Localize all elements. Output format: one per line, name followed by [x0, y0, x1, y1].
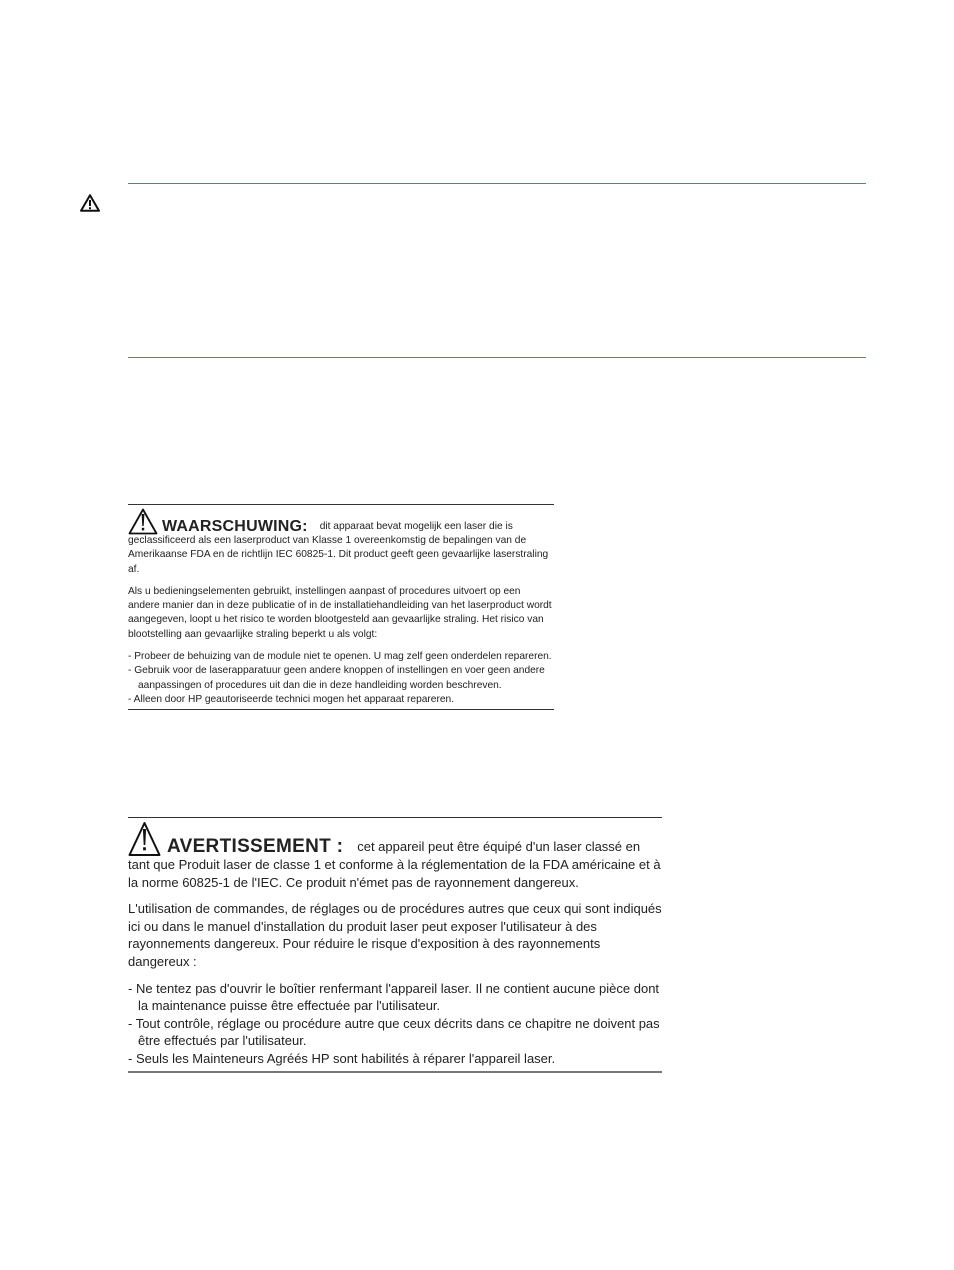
- notice-intro-continued: tant que Produit laser de classe 1 et conforme à la réglementation de la FDA américaine et à la norme 60825-1 de l'IEC. Ce produit n'émet pas de rayonnement dangereux.: [128, 857, 661, 890]
- warning-exclamation-icon: [128, 821, 161, 857]
- notice-bullet-list: [128, 980, 662, 1068]
- list-item: - Alleen door HP geautoriseerde technici mogen het apparaat repareren.: [128, 693, 455, 705]
- notice-bottom-rule: [128, 709, 554, 710]
- laser-warning-dutch: [128, 504, 554, 710]
- notice-paragraph: L'utilisation de commandes, de réglages ou de procédures autres que ceux qui sont indiqués ici ou dans le manuel d'installation du produit laser peut exposer l'utilisateur à des rayonnements dangereux. Pour réduire le risque d'exposition à des rayonnements dangereux :: [128, 901, 662, 969]
- notice-heading: WAARSCHUWING:: [162, 517, 308, 535]
- notice-intro: cet appareil peut être équipé d'un laser classé en: [357, 839, 641, 855]
- list-item: - Seuls les Mainteneurs Agréés HP sont habilités à réparer l'appareil laser.: [128, 1050, 556, 1066]
- notice-bottom-rule: [128, 1071, 662, 1073]
- notice-top-rule: [128, 504, 554, 505]
- list-item: - Ne tentez pas d'ouvrir le boîtier renfermant l'appareil laser. Il ne contient aucune pièce dont la maintenance puisse être effectuée par l'utilisateur.: [128, 980, 660, 1014]
- warning-exclamation-icon: [128, 508, 158, 535]
- caution-top-rule: [128, 183, 866, 184]
- list-item: - Gebruik voor de laserapparatuur geen andere knoppen of instellingen en voer geen andere aanpassingen of procedures uit dan die in deze handleiding worden beschreven.: [128, 665, 545, 691]
- notice-paragraph: Als u bedieningselementen gebruikt, instellingen aanpast of procedures uitvoert op een andere manier dan in deze publicatie of in de installatiehandleiding van het laserproduct wordt aangegeven, loopt u het risico te worden blootgesteld aan gevaarlijke straling. Het risico van blootstelling aan gevaarlijke straling beperkt u als volgt:: [128, 585, 552, 640]
- notice-intro-continued: geclassificeerd als een laserproduct van Klasse 1 overeenkomstig de bepalingen van de Amerikaanse FDA en de richtlijn IEC 60825-1. Dit product geeft geen gevaarlijke laserstraling af.: [128, 535, 549, 575]
- warning-triangle-icon: [80, 194, 100, 212]
- list-item: - Probeer de behuizing van de module niet te openen. U mag zelf geen onderdelen repareren.: [128, 651, 552, 663]
- list-item: - Tout contrôle, réglage ou procédure autre que ceux décrits dans ce chapitre ne doivent pas être effectués par l'utilisateur.: [128, 1015, 660, 1049]
- notice-heading-line: [128, 821, 662, 856]
- caution-bottom-rule: [128, 357, 866, 358]
- laser-warning-french: [128, 817, 662, 1073]
- notice-intro: dit apparaat bevat mogelijk een laser die is: [319, 520, 513, 532]
- notice-heading-line: [128, 508, 554, 534]
- notice-heading: AVERTISSEMENT :: [167, 836, 344, 858]
- notice-bullet-list: [128, 650, 554, 707]
- notice-top-rule: [128, 817, 662, 818]
